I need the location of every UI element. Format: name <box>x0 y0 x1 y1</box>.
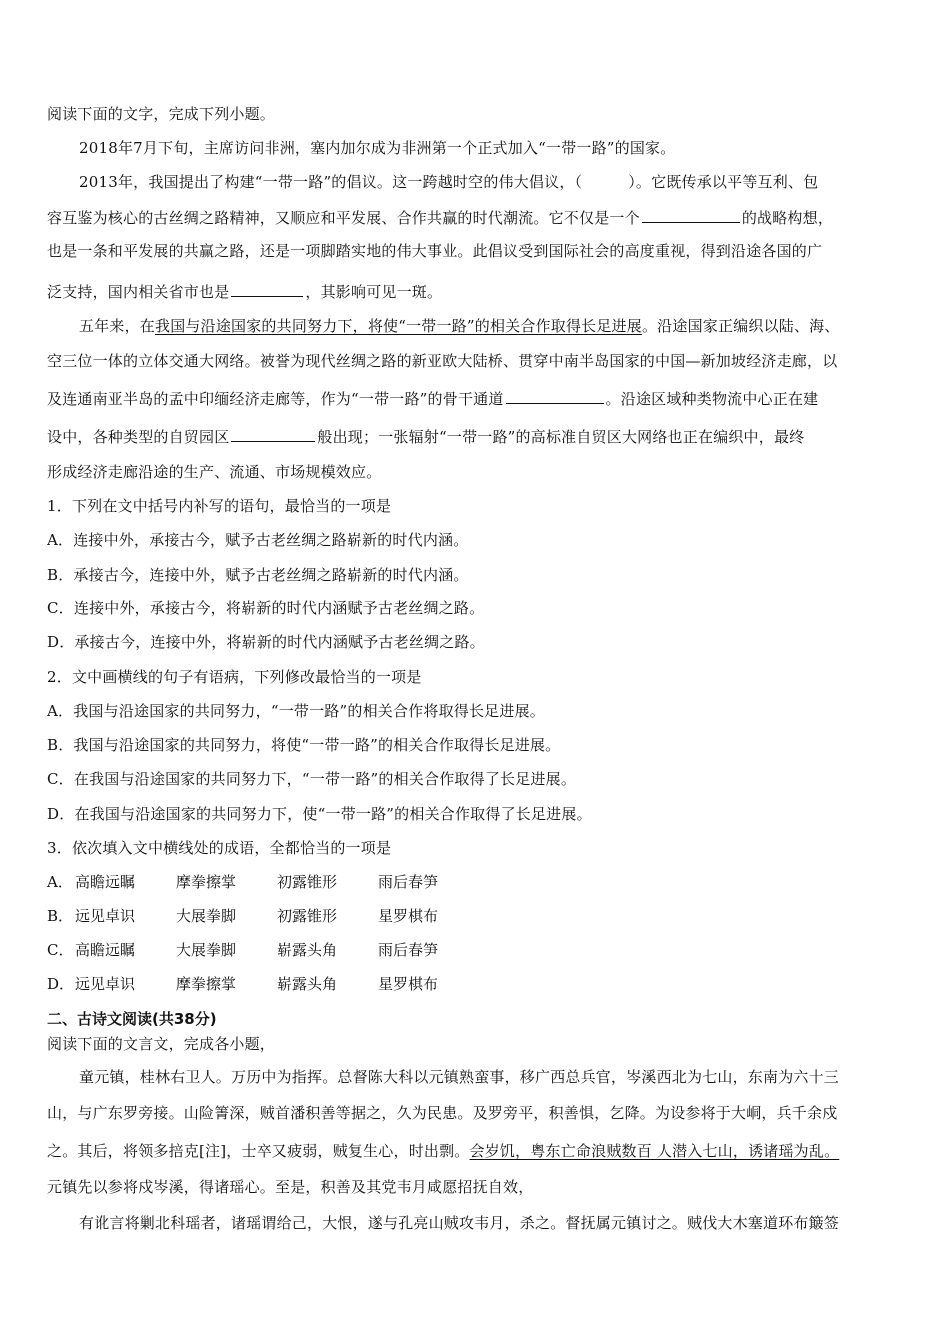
classical-text-line-4: 元镇先以参将戍岑溪，得诸瑶心。至是，积善及其党韦月咸愿招抚自效， <box>47 1178 534 1196</box>
blank-3 <box>506 388 604 404</box>
classical-text-line-5: 有讹言将剿北科瑶者，诸瑶谓给己，大恨，遂与孔亮山贼攻韦月，杀之。督抚属元镇讨之。贼伐大木塞道环布簸签 <box>79 1214 840 1232</box>
question-2-option-a: A．我国与沿途国家的共同努力，“一带一路”的相关合作将取得长足进展。 <box>47 702 545 720</box>
section-2-heading: 二、古诗文阅读(共38分) <box>47 1010 217 1028</box>
question-2-option-b: B．我国与沿途国家的共同努力，将使“一带一路”的相关合作取得长足进展。 <box>47 736 561 754</box>
paragraph-3-line-4: 设中，各种类型的自贸园区 般出现；一张辐射“一带一路”的高标准自贸区大网络也正在编织中，最终 <box>47 428 805 446</box>
classical-text-line-3: 之。其后，将领多掊克[注]，士卒又疲弱，贼复生心，时出剽。会岁饥，粤东亡命浪贼数百 人潜入七山，诱诸瑶为乱。 <box>47 1142 840 1160</box>
question-3-option-c: C． 高瞻远瞩 大展拳脚 崭露头角 雨后春笋 <box>47 941 439 959</box>
question-3-option-d: D．远见卓识 摩拳擦掌 崭露头角 星罗棋布 <box>47 975 439 993</box>
question-1-option-d: D．承接古今，连接中外，将崭新的时代内涵赋予古老丝绸之路。 <box>47 633 485 651</box>
underlined-sentence: 我国与沿途国家的共同努力下，将使“一带一路”的相关合作取得长足进展 <box>155 317 642 335</box>
question-3-option-b: B． 远见卓识 大展拳脚 初露锥形 星罗棋布 <box>47 907 439 925</box>
paragraph-2-line-3: 也是一条和平发展的共赢之路，还是一项脚踏实地的伟大事业。此倡议受到国际社会的高度重视，得到沿途各国的广 <box>47 242 823 260</box>
classical-text-line-2: 山，与广东罗旁接。山险箐深，贼首潘积善等据之，久为民患。及罗旁平，积善惧，乞降。为设参将于大峒，兵千余戍 <box>47 1104 838 1122</box>
section-2-instruction: 阅读下面的文言文，完成各小题， <box>47 1035 276 1053</box>
paragraph-2-line-1: 2013年，我国提出了构建“一带一路”的倡议。这一跨越时空的伟大倡议，（ ）。它既传承以平等互利、包 <box>79 173 819 191</box>
paragraph-2-line-2: 容互鉴为核心的古丝绸之路精神，又顺应和平发展、合作共赢的时代潮流。它不仅是一个 的战略构想， <box>47 209 834 227</box>
question-3-option-a: A． 高瞻远瞩 摩拳擦掌 初露锥形 雨后春笋 <box>47 873 439 891</box>
blank-4 <box>231 426 315 442</box>
paragraph-2-line-4: 泛支持，国内相关省市也是 ，其影响可见一斑。 <box>47 283 443 301</box>
question-2-option-d: D．在我国与沿途国家的共同努力下，使“一带一路”的相关合作取得了长足进展。 <box>47 805 592 823</box>
paragraph-3-line-1: 五年来，在我国与沿途国家的共同努力下，将使“一带一路”的相关合作取得长足进展。沿途国家正编织以陆、海、 <box>79 317 840 335</box>
question-2-option-c: C．在我国与沿途国家的共同努力下，“一带一路”的相关合作取得了长足进展。 <box>47 770 577 788</box>
blank-2 <box>231 281 303 297</box>
paragraph-3-line-2: 空三位一体的立体交通大网络。被誉为现代丝绸之路的新亚欧大陆桥、贯穿中南半岛国家的中国—新加坡经济走廊，以 <box>47 352 838 370</box>
classical-text-line-1: 童元镇，桂林右卫人。万历中为指挥。总督陈大科以元镇熟蛮事，移广西总兵官，岑溪西北为七山，东南为六十三 <box>79 1068 840 1086</box>
question-1-stem: 1．下列在文中括号内补写的语句，最恰当的一项是 <box>47 497 392 515</box>
question-1-option-b: B．承接古今，连接中外，赋予古老丝绸之路崭新的时代内涵。 <box>47 566 469 584</box>
reading-instruction: 阅读下面的文字，完成下列小题。 <box>47 105 276 123</box>
underlined-classical-sentence: 会岁饥，粤东亡命浪贼数百 人潜入七山，诱诸瑶为乱。 <box>469 1142 840 1160</box>
question-1-option-a: A．连接中外，承接古今，赋予古老丝绸之路崭新的时代内涵。 <box>47 531 469 549</box>
paragraph-3-line-3: 及连通南亚半岛的孟中印缅经济走廊等，作为“一带一路”的骨干通道 。沿途区域种类物流中心正在建 <box>47 390 819 408</box>
blank-1 <box>642 207 740 223</box>
paragraph-3-line-5: 形成经济走廊沿途的生产、流通、市场规模效应。 <box>47 463 382 481</box>
question-3-stem: 3．依次填入文中横线处的成语，全都恰当的一项是 <box>47 839 392 857</box>
question-1-option-c: C．连接中外，承接古今，将崭新的时代内涵赋予古老丝绸之路。 <box>47 599 485 617</box>
question-2-stem: 2．文中画横线的句子有语病，下列修改最恰当的一项是 <box>47 668 422 686</box>
paragraph-1: 2018年7月下旬，主席访问非洲，塞内加尔成为非洲第一个正式加入“一带一路”的国家。 <box>79 139 676 157</box>
